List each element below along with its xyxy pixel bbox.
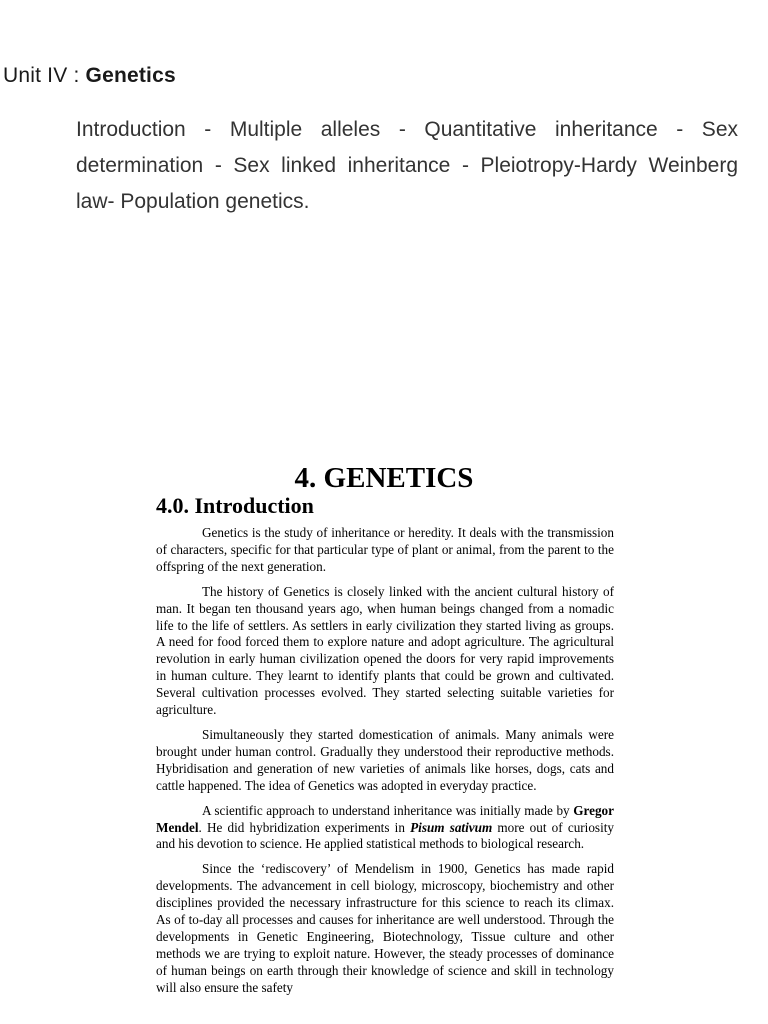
section-title: 4.0. Introduction xyxy=(156,493,314,518)
unit-topics: Introduction - Multiple alleles - Quantitative inheritance - Sex determination - Sex linked inheritance - Pleiotropy-Hardy Weinberg law- Population genetics. xyxy=(76,118,738,213)
paragraph-4-c: more out of curiosity and his devotion to science. He applied statistical methods to biological research. xyxy=(156,819,614,852)
species-name: Pisum sativum xyxy=(410,819,493,835)
unit-header xyxy=(3,64,176,88)
unit-name: Genetics xyxy=(85,64,176,87)
unit-label: Unit IV : xyxy=(3,64,86,87)
scientist-name: Gregor Mendel xyxy=(156,802,614,835)
paragraph-5: Since the ‘rediscovery’ of Mendelism in 1900, Genetics has made rapid developments. The advancement in cell biology, microscopy, biochemistry and other disciplines provided the necessary infrastructure for this science to reach its climax. As of to-day all processes and causes for inheritance are well understood. Through the developments in Genetic Engineering, Biotechnology, Tissue culture and other methods we are trying to exploit nature. However, the steady processes of dominance of human beings on earth through their knowledge of science and skill in technology will also ensure the safety xyxy=(156,861,614,995)
paragraph-1: Genetics is the study of inheritance or heredity. It deals with the transmission of characters, specific for that particular type of plant or animal, from the parent to the offspring of the next generation. xyxy=(156,525,614,574)
body-text xyxy=(156,525,614,1005)
chapter-title: 4. GENETICS xyxy=(294,462,474,494)
paragraph-3: Simultaneously they started domestication of animals. Many animals were brought under human control. Gradually they understood their reproductive methods. Hybridisation and generation of new varieties of animals like horses, dogs, cats and cattle happened. The idea of Genetics was adopted in everyday practice. xyxy=(156,726,614,793)
paragraph-2: The history of Genetics is closely linked with the ancient cultural history of man. It began ten thousand years ago, when human beings changed from a nomadic life to the life of settlers. As settlers in early civilization they started living as groups. A need for food forced them to explore nature and adopt agriculture. The agricultural revolution in early human civilization opened the doors for very rapid improvements in human culture. They learnt to identify plants that could be grown and cultivated. Several cultivation processes evolved. They started selecting suitable varieties for agriculture. xyxy=(156,583,614,718)
paragraph-4-b: . He did hybridization experiments in xyxy=(198,819,411,835)
paragraph-4-a: A scientific approach to understand inheritance was initially made by xyxy=(202,802,574,818)
paragraph-4 xyxy=(156,803,614,854)
